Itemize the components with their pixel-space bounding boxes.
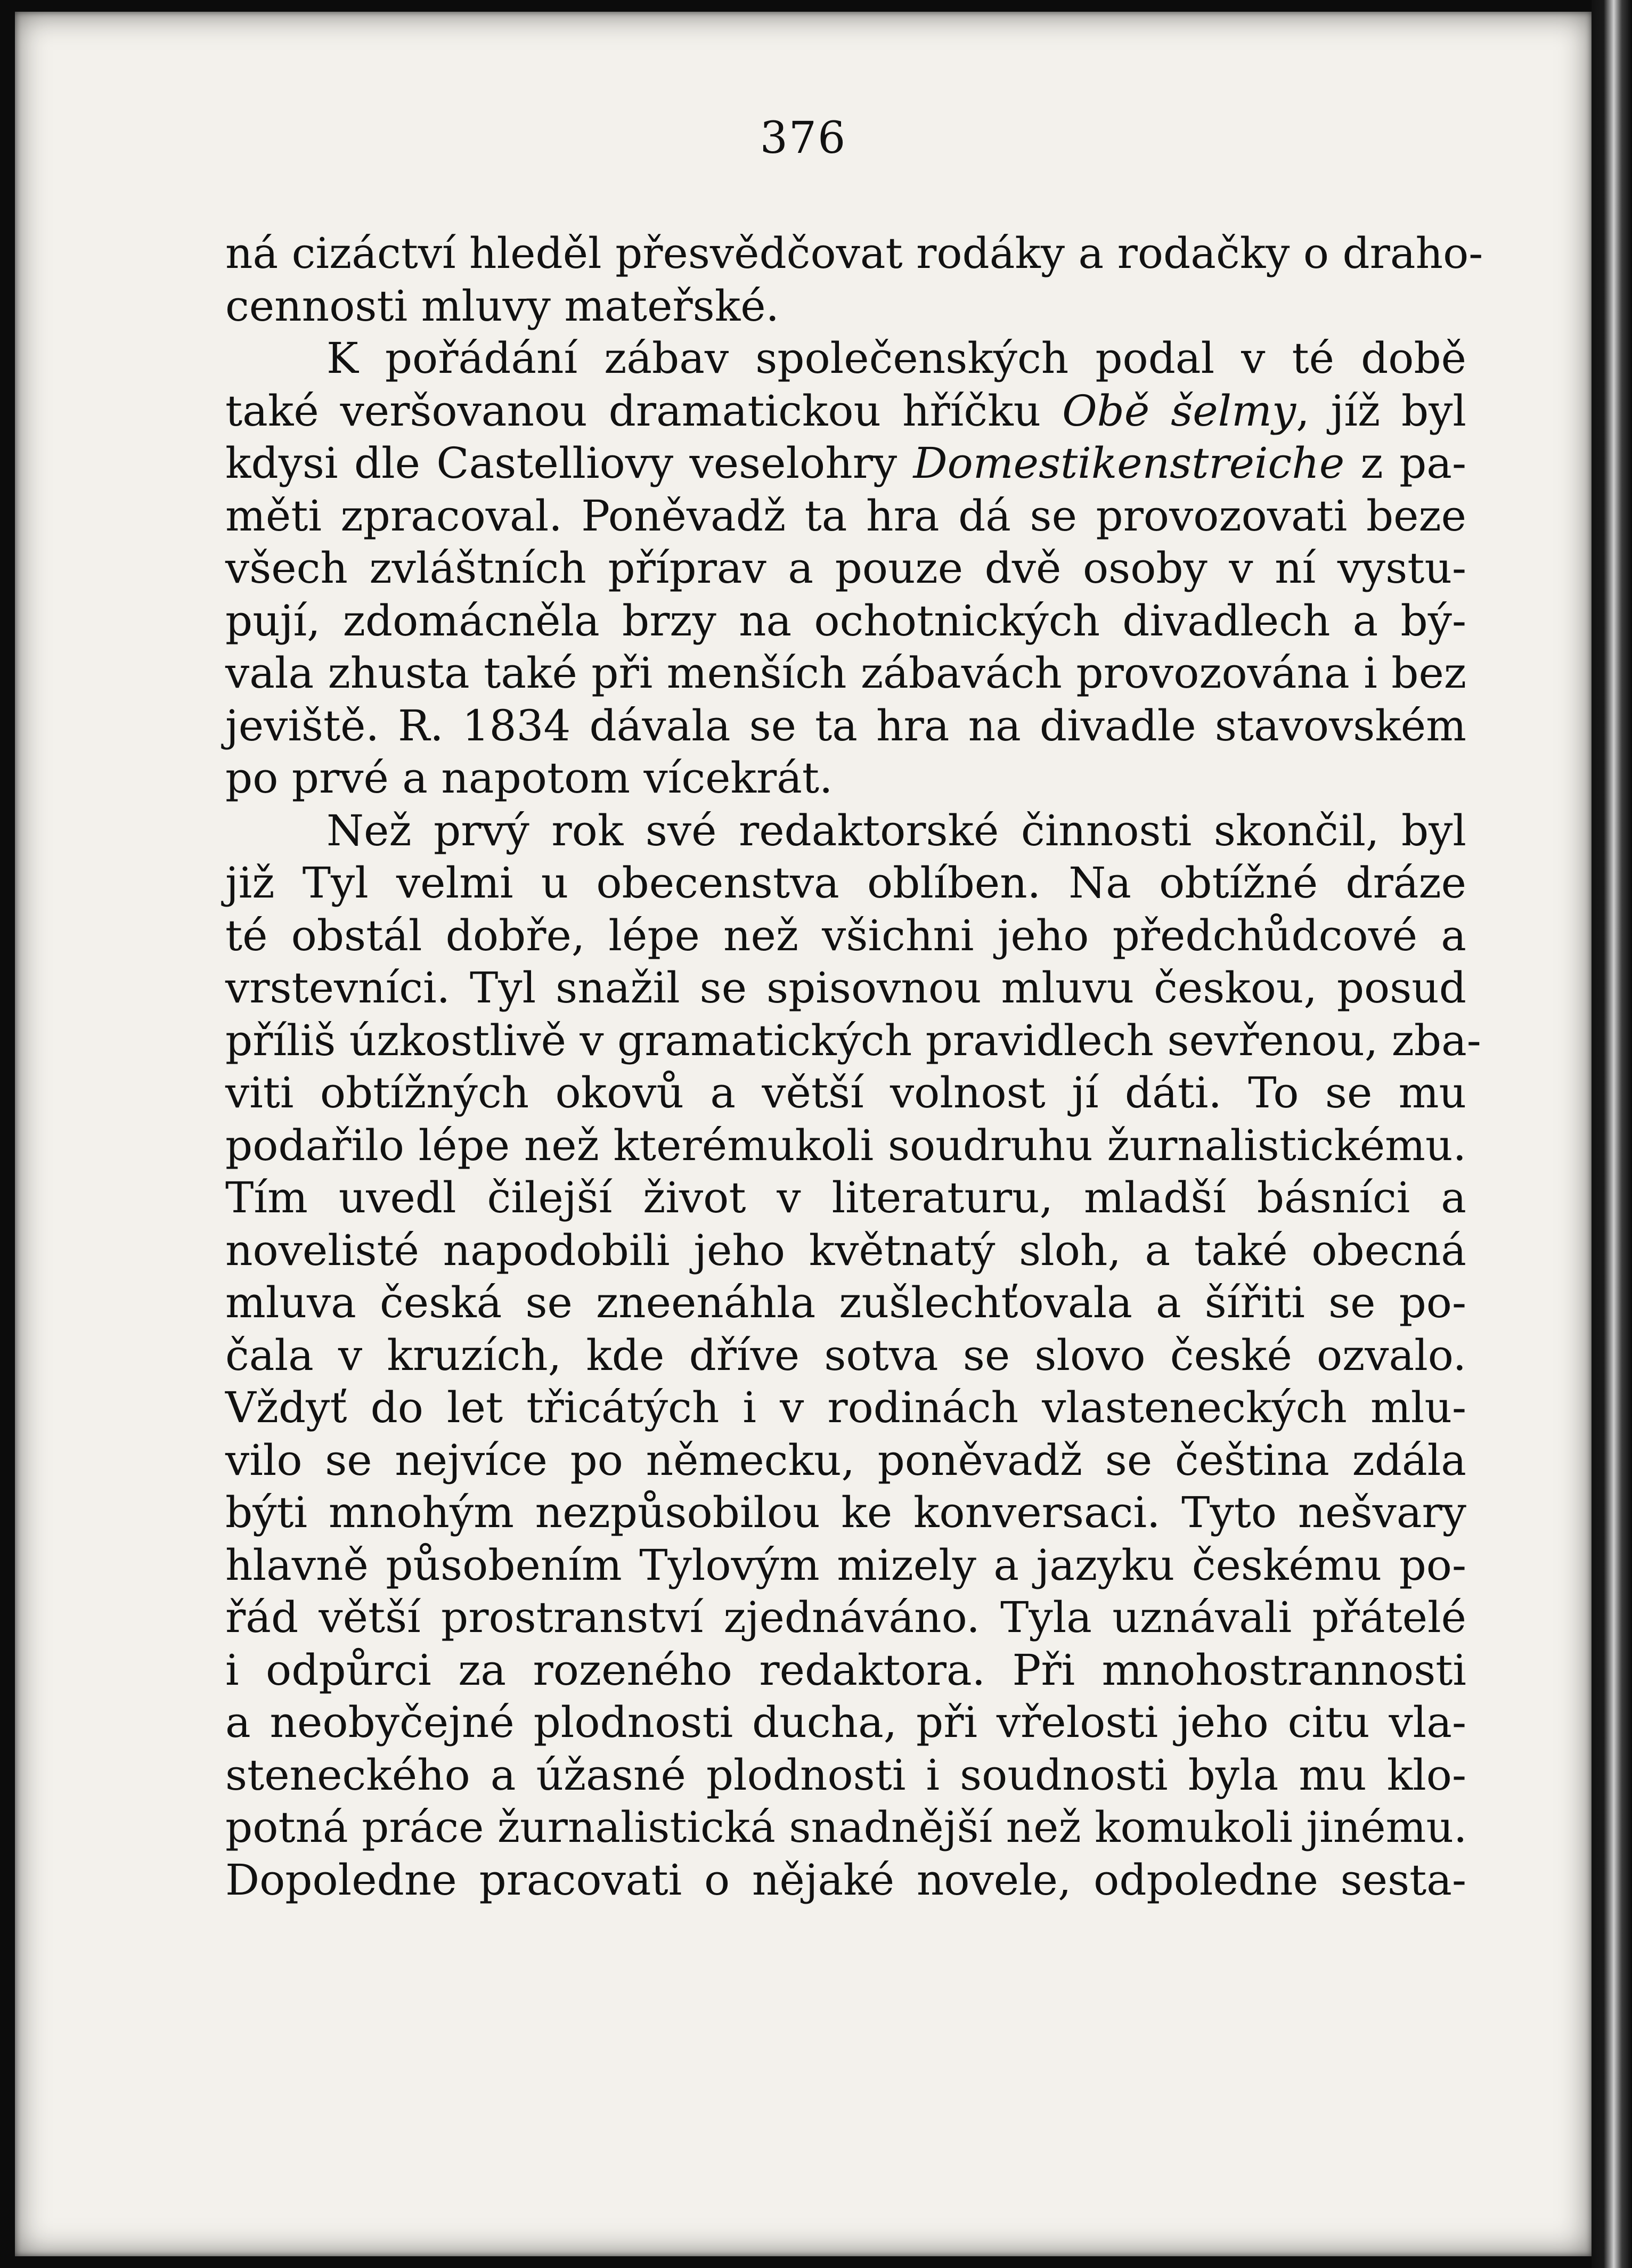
text-line: cennosti mluvy mateřské.: [225, 281, 779, 331]
page-number: 376: [760, 113, 847, 164]
text-line: vala zhusta také při menších zábavách provozována i bez: [225, 648, 1466, 698]
text-line: také veršovanou dramatickou hříčku Obě šelmy, jíž byl: [225, 386, 1467, 436]
text-line: vilo se nejvíce po německu, poněvadž se čeština zdála: [225, 1435, 1466, 1485]
work-title: Obě šelmy: [1062, 386, 1296, 436]
text-line: po prvé a napotom vícekrát.: [225, 753, 833, 803]
paragraph-first-line: K pořádání zábav společenských podal v té době: [327, 333, 1466, 383]
text-line: i odpůrci za rozeného redaktora. Při mnohostrannosti: [225, 1645, 1466, 1695]
text-line: řád větší prostranství zjednáváno. Tyla uznávali přátelé: [225, 1593, 1466, 1642]
book-page: [15, 12, 1592, 2256]
paragraph-first-line: Než prvý rok své redaktorské činnosti skončil, byl: [327, 805, 1466, 855]
text-line: mluva česká se zneenáhla zušlechťovala a šířiti se po-: [225, 1278, 1466, 1327]
text-line: jeviště. R. 1834 dávala se ta hra na divadle stavovském: [225, 700, 1466, 750]
text-line: ná cizáctví hleděl přesvědčovat rodáky a rodačky o draho-: [225, 229, 1483, 278]
text-line: měti zpracoval. Poněvadž ta hra dá se provozovati beze: [225, 491, 1466, 541]
text-line: kdysi dle Castelliovy veselohry Domestikenstreiche z pa-: [225, 438, 1467, 488]
text-line: příliš úzkostlivě v gramatických pravidlech sevřenou, zba-: [225, 1015, 1481, 1065]
text-line: čala v kruzích, kde dříve sotva se slovo české ozvalo.: [225, 1330, 1466, 1380]
text-line: novelisté napodobili jeho květnatý sloh, a také obecná: [225, 1225, 1466, 1275]
text-line: steneckého a úžasné plodnosti i soudnosti byla mu klo-: [225, 1750, 1466, 1800]
text-line: viti obtížných okovů a větší volnost jí dáti. To se mu: [225, 1068, 1466, 1117]
text-line: vrstevníci. Tyl snažil se spisovnou mluvu českou, posud: [225, 963, 1466, 1013]
text-line: té obstál dobře, lépe než všichni jeho předchůdcové a: [225, 910, 1466, 960]
text-line: všech zvláštních příprav a pouze dvě osoby v ní vystu-: [225, 543, 1466, 593]
text-line: hlavně působením Tylovým mizely a jazyku českému po-: [225, 1540, 1466, 1590]
body-text: [225, 227, 1483, 1906]
text-line: Dopoledne pracovati o nějaké novele, odpoledne sesta-: [225, 1855, 1466, 1905]
text-line: podařilo lépe než kterémukoli soudruhu žurnalistickému.: [225, 1120, 1466, 1170]
work-title: Domestikenstreiche: [913, 438, 1345, 488]
text-line: a neobyčejné plodnosti ducha, při vřelosti jeho citu vla-: [225, 1698, 1466, 1747]
text-line: již Tyl velmi u obecenstva oblíben. Na obtížné dráze: [225, 858, 1466, 908]
text-line: pují, zdomácněla brzy na ochotnických divadlech a bý-: [225, 595, 1466, 646]
book-edge: [1592, 0, 1632, 2268]
text-line: Vždyť do let třicátých i v rodinách vlasteneckých mlu-: [225, 1383, 1466, 1432]
text-line: býti mnohým nezpůsobilou ke konversaci. Tyto nešvary: [225, 1488, 1466, 1537]
text-line: potná práce žurnalistická snadnější než komukoli jinému.: [225, 1802, 1467, 1852]
text-line: Tím uvedl čilejší život v literaturu, mladší básníci a: [225, 1173, 1466, 1222]
